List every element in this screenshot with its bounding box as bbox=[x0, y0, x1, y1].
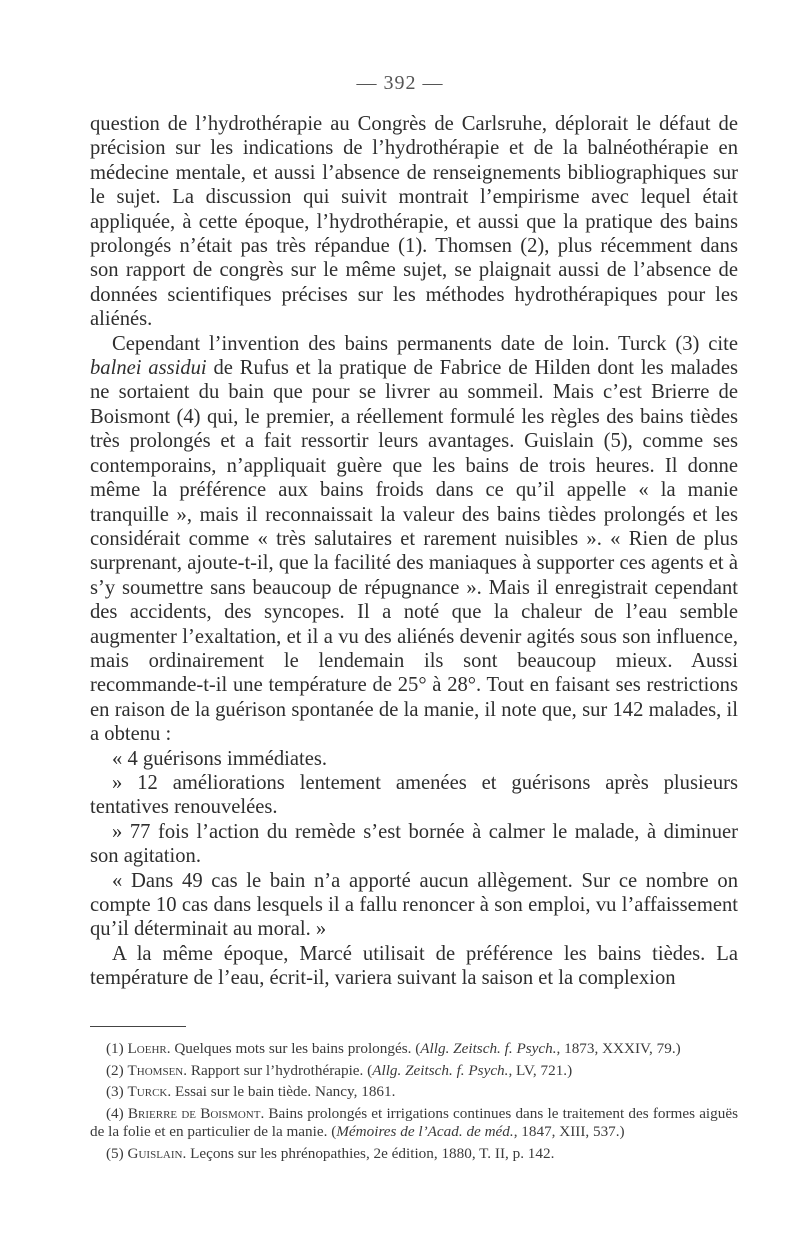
italic-text-segment: Mémoires de l’Acad. de méd. bbox=[336, 1123, 514, 1141]
paragraph bbox=[90, 771, 738, 820]
footnote-number: (1) bbox=[106, 1040, 128, 1057]
footnote bbox=[90, 1062, 738, 1081]
text-segment: Cependant l’invention des bains permanents date de loin. Turck (3) cite bbox=[112, 332, 738, 355]
footnote-number: (2) bbox=[106, 1061, 128, 1079]
footnote-author: Guislain bbox=[127, 1144, 183, 1162]
text-segment: . Rapport sur l’hydrothérapie. ( bbox=[183, 1061, 373, 1079]
footnote-author: Brierre de Boismont bbox=[127, 1104, 261, 1122]
footnote-rule bbox=[90, 1026, 186, 1027]
footnote-author: Loehr bbox=[127, 1040, 167, 1057]
text-segment: « Dans 49 cas le bain n’a apporté aucun allègement. Sur ce nombre on compte 10 cas dans lesquels il a fallu renoncer à son emploi, vu l’affaissement qu’il déterminait au moral. » bbox=[90, 869, 738, 941]
body-text bbox=[90, 112, 738, 991]
paragraph bbox=[90, 869, 738, 942]
paragraph bbox=[90, 820, 738, 869]
footnotes bbox=[90, 1040, 738, 1167]
footnote bbox=[90, 1083, 738, 1102]
italic-text-segment: balnei assidui bbox=[90, 357, 207, 380]
footnote-author: Thomsen bbox=[127, 1061, 184, 1079]
footnote-number: (3) bbox=[106, 1083, 128, 1101]
text-segment: . Leçons sur les phrénopathies, 2e édition, 1880, T. II, p. 142. bbox=[182, 1144, 555, 1162]
text-segment: » 77 fois l’action du remède s’est bornée à calmer le malade, à diminuer son agitation. bbox=[90, 820, 738, 868]
italic-text-segment: Allg. Zeitsch. f. Psych. bbox=[372, 1061, 509, 1079]
italic-text-segment: Allg. Zeitsch. f. Psych. bbox=[420, 1040, 557, 1057]
paragraph bbox=[90, 942, 738, 991]
paragraph bbox=[90, 112, 738, 332]
footnote bbox=[90, 1145, 738, 1164]
text-segment: . Essai sur le bain tiède. Nancy, 1861. bbox=[167, 1083, 396, 1101]
text-segment: , LV, 721.) bbox=[508, 1061, 573, 1079]
paragraph bbox=[90, 332, 738, 747]
footnote bbox=[90, 1040, 738, 1059]
text-segment: . Quelques mots sur les bains prolongés. ( bbox=[166, 1040, 421, 1057]
text-segment: A la même époque, Marcé utilisait de préférence les bains tièdes. La température de l’eau, écrit-il, variera suivant la saison et la complexion bbox=[90, 942, 738, 990]
paragraph bbox=[90, 747, 738, 771]
footnote-number: (4) bbox=[106, 1104, 128, 1122]
footnote bbox=[90, 1105, 738, 1142]
footnote-number: (5) bbox=[106, 1144, 128, 1162]
text-segment: question de l’hydrothérapie au Congrès de Carlsruhe, déplorait le défaut de précision sur les indications de l’hydrothérapie et de la balnéothérapie en médecine mentale, et aussi l’absence de renseignements bibliographiques sur le sujet. La discussion qui suivit montrait l’empirisme avec lequel était appliquée, à cette époque, l’hydrothérapie, et aussi que la pratique des bains prolongés n’était pas très répandue (1). Thomsen (2), plus récemment dans son rapport de congrès sur le même sujet, se plaignait aussi de l’absence de données scientifiques précises sur les méthodes hydrothérapiques pour les aliénés. bbox=[90, 113, 738, 331]
text-segment: » 12 améliorations lentement amenées et guérisons après plusieurs tentatives renouvelées. bbox=[90, 771, 738, 819]
text-segment: « 4 guérisons immédiates. bbox=[112, 747, 328, 770]
text-segment: . Bains prolongés et irrigations continues dans le traitement des formes aiguës de la folie et en particulier de la manie. ( bbox=[90, 1104, 738, 1141]
page-number: — 392 — bbox=[356, 72, 444, 94]
text-segment: , 1847, XIII, 537.) bbox=[513, 1123, 625, 1141]
text-segment: , 1873, XXXIV, 79.) bbox=[556, 1040, 681, 1057]
footnote-author: Turck bbox=[127, 1083, 168, 1101]
text-segment: de Rufus et la pratique de Fabrice de Hilden dont les malades ne sortaient du bain que pour se livrer au sommeil. Mais c’est Brierre de Boismont (4) qui, le premier, a réellement formulé les règles des bains tièdes très prolongés et a fait ressortir leurs avantages. Guislain (5), comme ses contemporains, n’appliquait guère que les bains de trois heures. Il donne même la préférence aux bains froids dans ce qu’il appelle « la manie tranquille », mais il reconnaissait la valeur des bains tièdes prolongés et les considérait comme « très salutaires et rarement nuisibles ». « Rien de plus surprenant, ajoute-t-il, que la facilité des maniaques à supporter ces agents et à s’y soumettre sans beaucoup de répugnance ». Mais il enregistrait cependant des accidents, des syncopes. Il a noté que la chaleur de l’eau semble augmenter l’exaltation, et il a vu des aliénés devenir agités sous son influence, mais ordinairement le lendemain ils sont beaucoup mieux. Aussi recommande-t-il une température de 25° à 28°. Tout en faisant ses restrictions en raison de la guérison spontanée de la manie, il note que, sur 142 malades, il a obtenu : bbox=[90, 357, 738, 746]
